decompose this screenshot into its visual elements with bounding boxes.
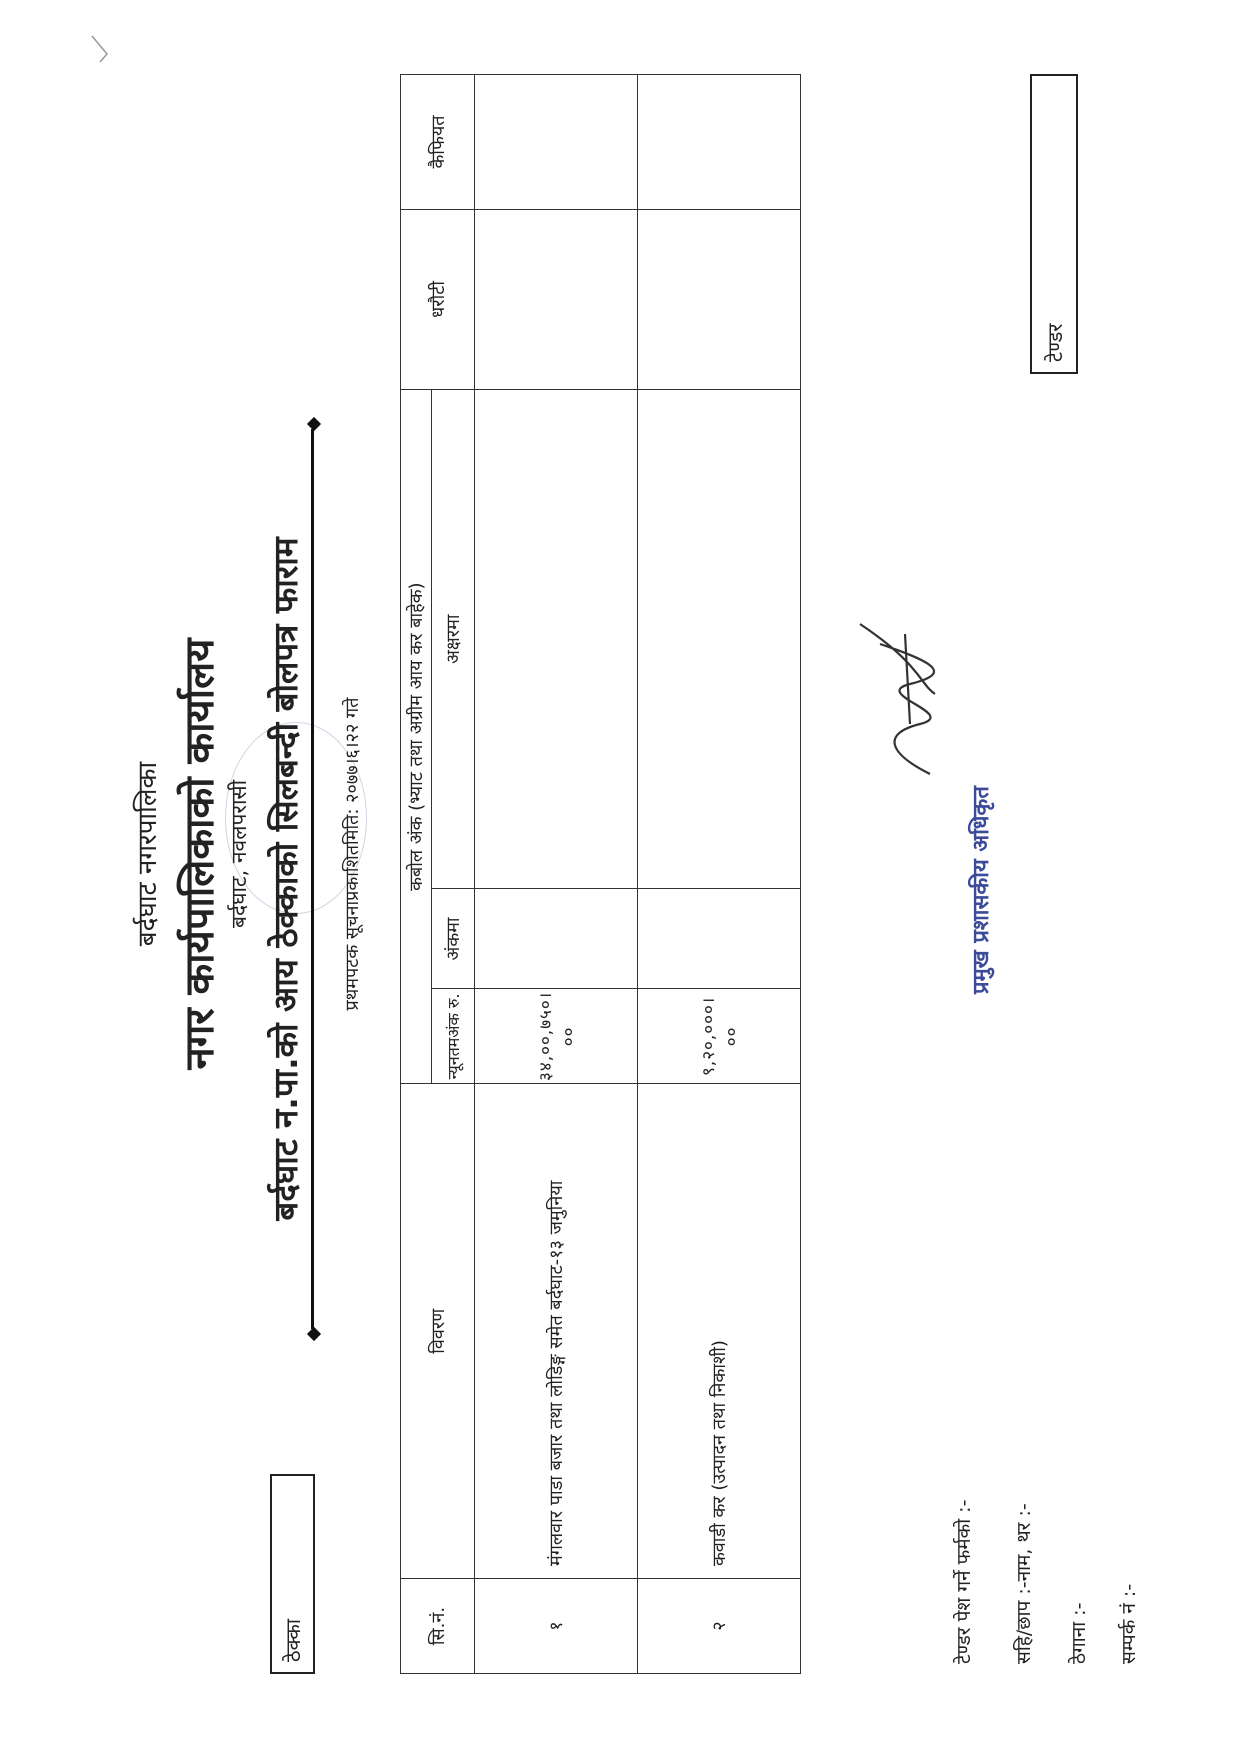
office-name: नगर कार्यपालिकाको कार्यालय [177, 638, 223, 1070]
row-min: ३४,००,७५०।०० [475, 989, 638, 1084]
col-min-header: न्यूनतमअंक रु. [432, 989, 475, 1084]
footer-contact-label: सम्पर्क नं :- [1118, 1583, 1140, 1664]
row-deposit[interactable] [638, 209, 801, 389]
row-desc: मंगलवार पाडा बजार तथा लोडिङ्ग समेत बर्दघाट-१३ जमुनिया [475, 1084, 638, 1579]
row-remarks[interactable] [638, 75, 801, 210]
row-sn: १ [475, 1579, 638, 1674]
row-sn: २ [638, 1579, 801, 1674]
left-tag-label: ठेक्का [281, 1618, 305, 1662]
office-address: बर्दघाट, नवलपरासी [227, 779, 251, 929]
row-desc: कवाडी कर (उत्पादन तथा निकाशी) [638, 1084, 801, 1579]
footer-sign-label: सहि/छाप :-नाम, थर :- [1013, 1503, 1035, 1664]
col-deposit-header: धरौटी [401, 209, 475, 389]
col-bid-group-header: कबोल अंक (भ्याट तथा अग्रीम आय कर बाहेक) [401, 389, 432, 1084]
publish-date: प्रथमपटक सूचनाप्रकाशितमिति: २०७७।६।२२ गते [342, 697, 363, 1011]
right-tag-box [1030, 74, 1078, 374]
row-bid-words[interactable] [638, 389, 801, 889]
row-bid-figures[interactable] [638, 889, 801, 989]
tender-table [400, 74, 801, 1674]
row-bid-figures[interactable] [475, 889, 638, 989]
row-bid-words[interactable] [475, 389, 638, 889]
signature-mark [850, 614, 960, 784]
right-tag-label: टेण्डर [1042, 323, 1067, 362]
row-remarks[interactable] [475, 75, 638, 210]
col-words-header: अक्षरमा [432, 389, 475, 889]
footer-address-label: ठेगाना :- [1068, 1602, 1090, 1664]
table-row [475, 75, 638, 1674]
col-remarks-header: कैफियत [401, 75, 475, 210]
tick-mark-icon [90, 34, 110, 64]
col-desc-header: विवरण [401, 1084, 475, 1579]
col-figures-header: अंकमा [432, 889, 475, 989]
row-deposit[interactable] [475, 209, 638, 389]
row-min: ९,२०,०००।०० [638, 989, 801, 1084]
left-tag-box [270, 1474, 315, 1674]
signatory-title: प्रमुख प्रशासकीय अधिकृत [969, 786, 994, 994]
footer-firm-label: टेण्डर पेश गर्ने फर्मको :- [953, 1499, 975, 1664]
col-sn-header: सि.नं. [401, 1579, 475, 1674]
table-row [638, 75, 801, 1674]
form-title: बर्दघाट न.पा.को आय ठेक्काको सिलबन्दी बोलपत्र फाराम [262, 429, 314, 1329]
municipality-name: बर्दघाट नगरपालिका [133, 761, 163, 947]
